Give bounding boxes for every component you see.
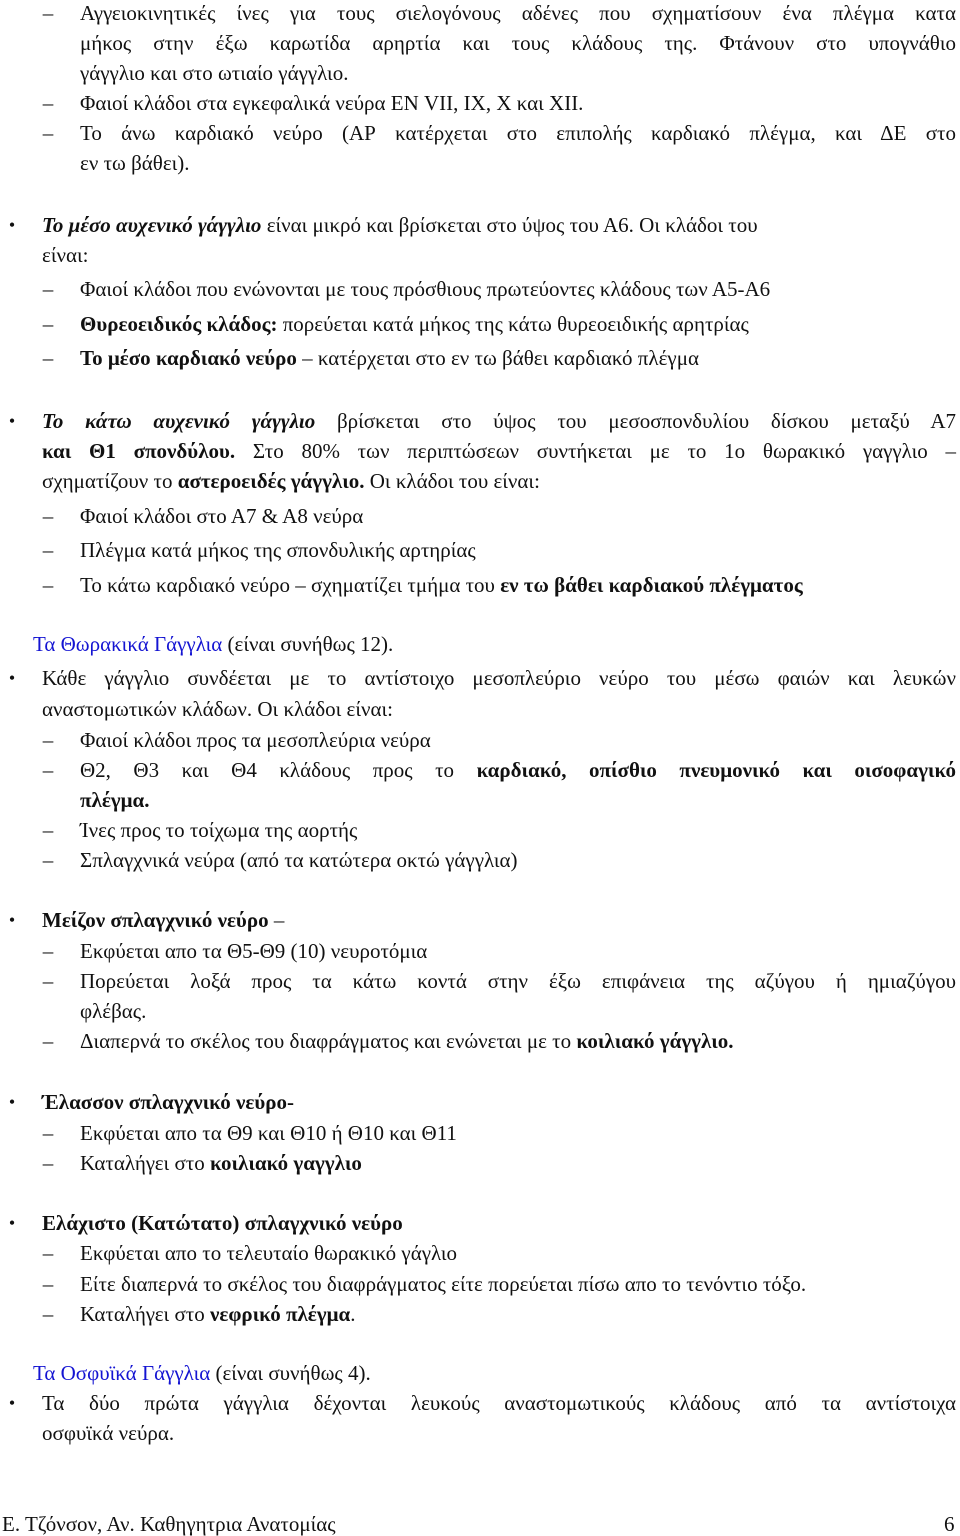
- paragraph-text: [42, 409, 956, 433]
- list-item-text: [80, 573, 803, 597]
- dash-marker: –: [42, 1241, 54, 1265]
- list-item-text: μήκος στην έξω καρωτίδα αρηρτία και τους κλάδους της. Φτάνουν στο υπογνάθιο: [80, 31, 956, 55]
- paragraph-fragment: σχηματίζουν το: [42, 469, 178, 493]
- paragraph-text: αναστομωτικών κλάδων. Οι κλάδοι είναι:: [42, 697, 393, 721]
- term-least-splanchnic-nerve: Ελάχιστο (Κατώτατο) σπλαγχνικό νεύρο: [42, 1211, 403, 1235]
- term-stellate-ganglion: αστεροειδές γάγγλιο.: [177, 469, 365, 493]
- list-item-fragment: Καταλήγει στο: [80, 1302, 210, 1326]
- dash-marker: –: [42, 1029, 54, 1053]
- term-plexus: πλέγμα.: [80, 788, 150, 812]
- paragraph-text: [42, 213, 758, 237]
- list-item-text: Σπλαγχνικά νεύρα (από τα κατώτερα οκτώ γάγγλια): [80, 848, 518, 872]
- dash-marker: –: [42, 758, 54, 782]
- paragraph-text: είναι:: [42, 243, 89, 267]
- term-vertebra: και Θ1 σπονδύλου.: [42, 439, 236, 463]
- dash-marker: –: [42, 1151, 54, 1175]
- list-item-fragment: Το κάτω καρδιακό νεύρο – σχηματίζει τμήμα του: [80, 573, 501, 597]
- list-item-text: Πλέγμα κατά μήκος της σπονδυλικής αρτηρίας: [80, 538, 476, 562]
- list-item-text: [80, 346, 699, 370]
- list-item-fragment: – κατέρχεται στο εν τω βάθει καρδιακό πλέγμα: [296, 346, 699, 370]
- dash-marker: –: [42, 277, 54, 301]
- term-middle-cardiac-nerve: Το μέσο καρδιακό νεύρο: [80, 346, 297, 370]
- term-deep-cardiac-plexus: εν τω βάθει καρδιακού πλέγματος: [500, 573, 803, 597]
- dash-marker: –: [42, 939, 54, 963]
- dash-marker: –: [42, 121, 54, 145]
- paragraph-text: Τα δύο πρώτα γάγγλια δέχονται λευκούς αναστομωτικούς κλάδους από τα αντίστοιχα: [42, 1391, 956, 1415]
- footer-author: Ε. Τζόνσον, Αν. Καθηγητρια Ανατομίας: [2, 1512, 336, 1536]
- dash-marker: –: [42, 848, 54, 872]
- dash-marker: –: [42, 1, 54, 25]
- list-item-text: Αγγειοκινητικές ίνες για τους σιελογόνους αδένες που σχηματίσουν ένα πλέγμα κατα: [80, 1, 956, 25]
- list-item-text: Είτε διαπερνά το σκέλος του διαφράγματος είτε πορεύεται πίσω απο το τενόντιο τόξο.: [80, 1272, 807, 1296]
- heading-note: (είναι συνήθως 4).: [210, 1361, 371, 1385]
- section-heading-text: [33, 1361, 371, 1385]
- paragraph-text: [42, 1211, 403, 1235]
- paragraph-fragment: Στο 80% των περιπτώσεων συντήκεται με το 1ο θωρακικό γαγγλιο –: [235, 439, 956, 463]
- list-item-text: [80, 1029, 734, 1053]
- bullet-marker: •: [8, 1213, 16, 1233]
- list-item-text: Φαιοί κλάδοι στο Α7 & Α8 νεύρα: [80, 504, 364, 528]
- list-item-text: Φαιοί κλάδοι που ενώνονται με τους πρόσθιους πρωτεύοντες κλάδους των Α5-Α6: [80, 277, 771, 301]
- list-item-text: [80, 788, 150, 812]
- term-lower-cervical-ganglion: Το κάτω αυχενικό γάγγλιο: [42, 409, 316, 433]
- heading-note: (είναι συνήθως 12).: [222, 632, 394, 656]
- paragraph-fragment: –: [268, 908, 285, 932]
- list-item-text: Ίνες προς το τοίχωμα της αορτής: [80, 818, 358, 842]
- paragraph-text: [42, 469, 540, 493]
- thoracic-ganglia-heading: Τα Θωρακικά Γάγγλια: [33, 632, 223, 656]
- list-item-text: Φαιοί κλάδοι στα εγκεφαλικά νεύρα ΕΝ VII, IX, X και XII.: [80, 91, 584, 115]
- dash-marker: –: [42, 504, 54, 528]
- list-item-text: γάγγλιο και στο ωτιαίο γάγγλιο.: [80, 61, 349, 85]
- page-number: 6: [944, 1512, 955, 1536]
- paragraph-fragment: Οι κλάδοι του είναι:: [364, 469, 540, 493]
- list-item-text: Πορεύεται λοξά προς τα κάτω κοντά στην έξω επιφάνεια της αζύγου ή ημιαζύγου: [80, 969, 956, 993]
- list-item-text: Εκφύεται απο τα Θ9 και Θ10 ή Θ10 και Θ11: [80, 1121, 457, 1145]
- paragraph-fragment: βρίσκεται στο ύψος του μεσοσπονδυλίου δίσκου μεταξύ Α7: [315, 409, 956, 433]
- list-item-fragment: .: [350, 1302, 356, 1326]
- list-item-text: Εκφύεται απο τα Θ5-Θ9 (10) νευροτόμια: [80, 939, 428, 963]
- list-item-text: Φαιοί κλάδοι προς τα μεσοπλεύρια νεύρα: [80, 728, 431, 752]
- list-item-fragment: πορεύεται κατά μήκος της κάτω θυρεοειδικής αρητρίας: [277, 312, 749, 336]
- list-item-text: εν τω βάθει).: [80, 151, 190, 175]
- term-renal-plexus: νεφρικό πλέγμα: [209, 1302, 351, 1326]
- bullet-marker: •: [8, 910, 16, 930]
- dash-marker: –: [42, 346, 54, 370]
- paragraph-text: Κάθε γάγγλιο συνδέεται με το αντίστοιχο μεσοπλεύριο νεύρο του μέσω φαιών και λευκών: [42, 666, 956, 690]
- term-greater-splanchnic-nerve: Μείζον σπλαγχνικό νεύρο: [42, 908, 269, 932]
- bullet-marker: •: [8, 668, 16, 688]
- bullet-marker: •: [8, 1092, 16, 1112]
- list-item-fragment: Θ2, Θ3 και Θ4 κλάδους προς το: [80, 758, 477, 782]
- term-celiac-ganglion: κοιλιακό γάγγλιο.: [576, 1029, 734, 1053]
- term-plexuses: καρδιακό, οπίσθιο πνευμονικό και οισοφαγικό: [476, 758, 956, 782]
- dash-marker: –: [42, 312, 54, 336]
- list-item-text: [80, 758, 956, 782]
- list-item-text: φλέβας.: [80, 999, 147, 1023]
- dash-marker: –: [42, 1302, 54, 1326]
- list-item-text: Το άνω καρδιακό νεύρο (ΑΡ κατέρχεται στο επιπολής καρδιακό πλέγμα, και ΔΕ στο: [80, 121, 956, 145]
- paragraph-text: οσφυϊκά νεύρα.: [42, 1421, 175, 1445]
- lumbar-ganglia-heading: Τα Οσφυϊκά Γάγγλια: [33, 1361, 211, 1385]
- list-item-text: [80, 1302, 355, 1326]
- term-middle-cervical-ganglion: Το μέσο αυχενικό γάγγλιο: [42, 213, 262, 237]
- term-celiac-ganglion: κοιλιακό γαγγλιο: [209, 1151, 362, 1175]
- list-item-fragment: Καταλήγει στο: [80, 1151, 210, 1175]
- list-item-text: Εκφύεται απο το τελευταίο θωρακικό γάγλιο: [80, 1241, 458, 1265]
- paragraph-text: [42, 439, 956, 463]
- dash-marker: –: [42, 728, 54, 752]
- dash-marker: –: [42, 1121, 54, 1145]
- dash-marker: –: [42, 538, 54, 562]
- list-item-fragment: Διαπερνά το σκέλος του διαφράγματος και ενώνεται με το: [80, 1029, 577, 1053]
- dash-marker: –: [42, 573, 54, 597]
- paragraph-fragment: είναι μικρό και βρίσκεται στο ύψος του Α6. Οι κλάδοι του: [261, 213, 758, 237]
- term-lesser-splanchnic-nerve: Έλασσον σπλαγχνικό νεύρο-: [42, 1090, 294, 1114]
- paragraph-text: [42, 1090, 294, 1114]
- bullet-marker: •: [8, 1393, 16, 1413]
- section-heading-text: [33, 632, 393, 656]
- dash-marker: –: [42, 969, 54, 993]
- dash-marker: –: [42, 1272, 54, 1296]
- paragraph-text: [42, 908, 284, 932]
- dash-marker: –: [42, 818, 54, 842]
- list-item-text: [80, 1151, 362, 1175]
- bullet-marker: •: [8, 215, 16, 235]
- bullet-marker: •: [8, 411, 16, 431]
- list-item-text: [80, 312, 749, 336]
- term-thyroid-branch: Θυρεοειδικός κλάδος:: [80, 312, 278, 336]
- dash-marker: –: [42, 91, 54, 115]
